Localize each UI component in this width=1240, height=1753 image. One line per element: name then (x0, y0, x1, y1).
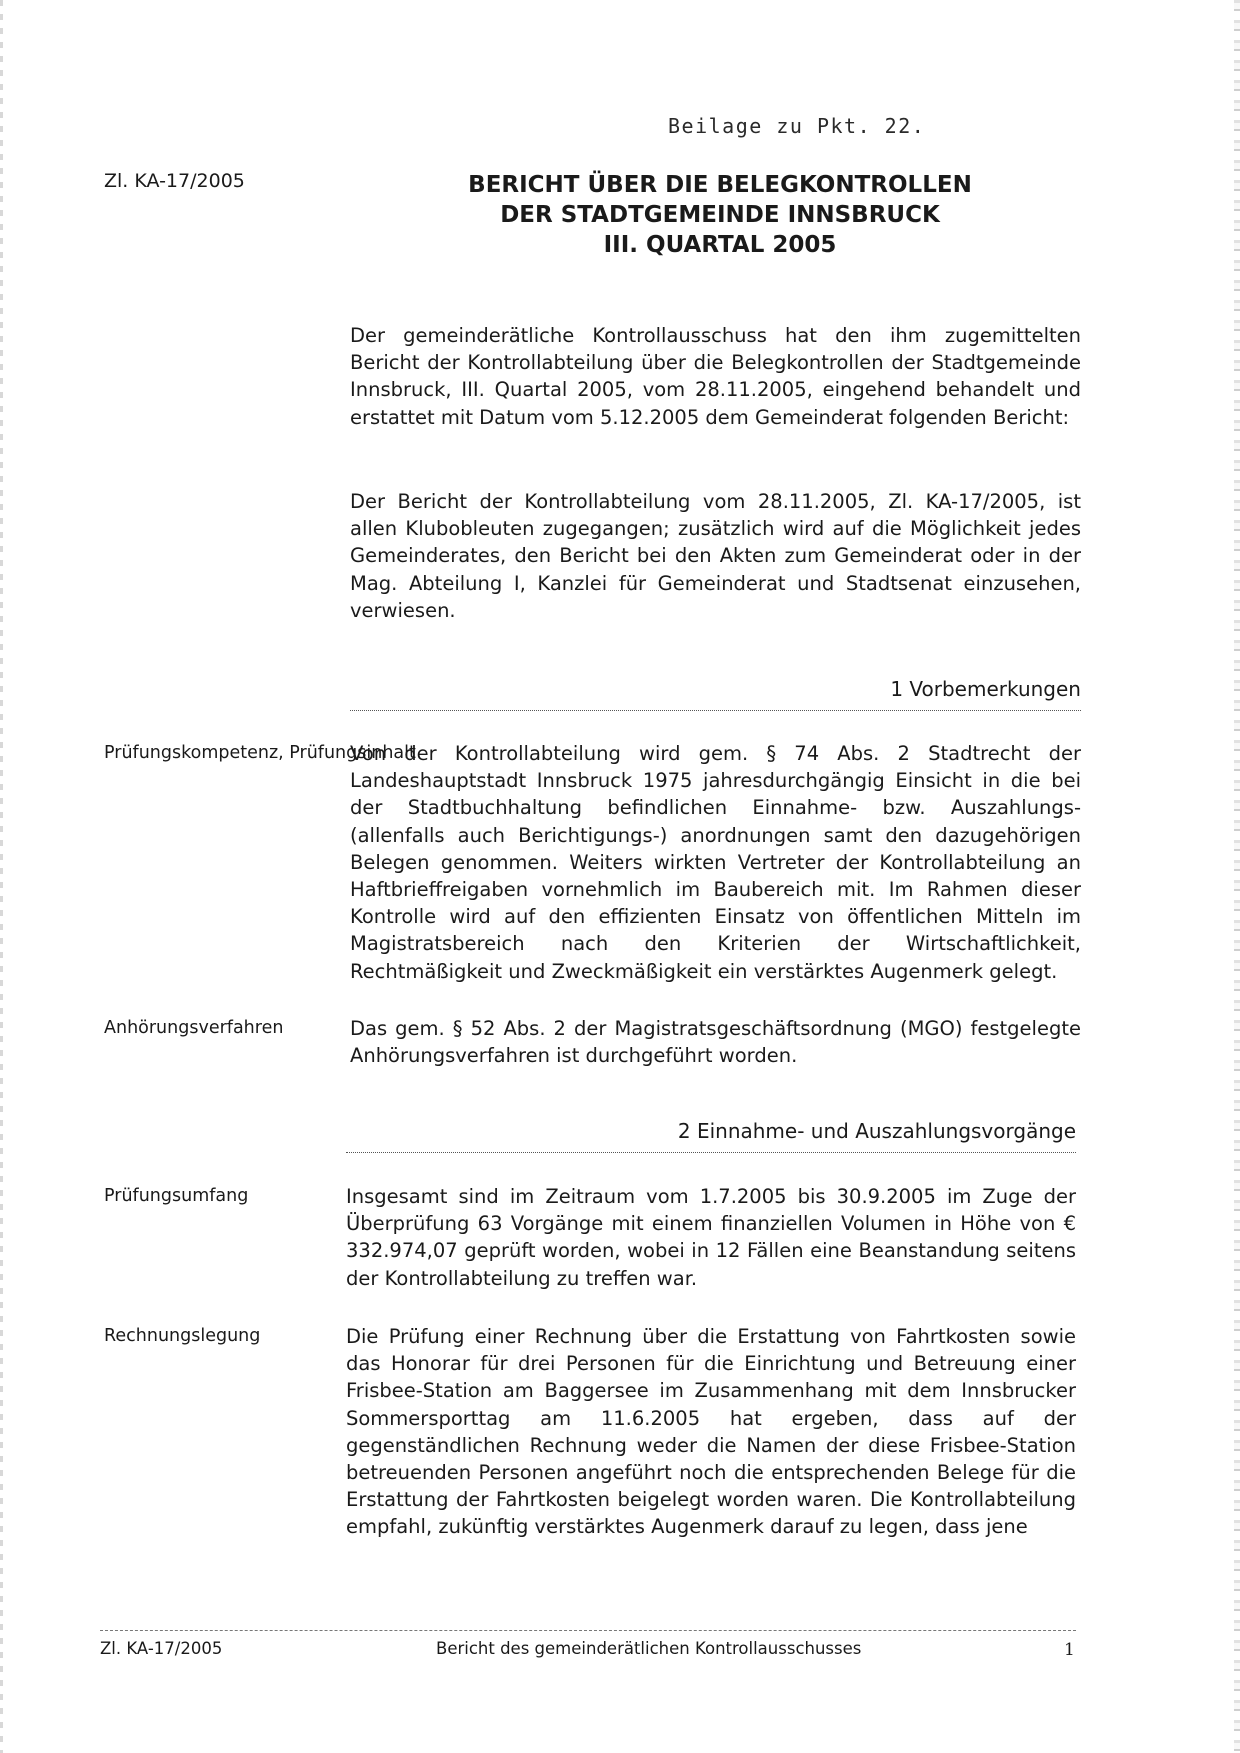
margin-note: Prüfungskompetenz, Prüfungsinhalt (104, 743, 416, 763)
paragraph-anhoerungsverfahren: Das gem. § 52 Abs. 2 der Magistratsgeschäftsordnung (MGO) festgelegte Anhörungsverfahren ist durchgeführt worden. (350, 1017, 1081, 1068)
section-heading-vorbemerkungen (350, 672, 1081, 711)
title-line: III. QUARTAL 2005 (603, 232, 837, 258)
page-number: 1 (1064, 1640, 1075, 1660)
margin-note: Prüfungsumfang (104, 1186, 249, 1206)
report-title (420, 170, 1020, 260)
margin-note: Rechnungslegung (104, 1326, 261, 1346)
footer-title: Bericht des gemeinderätlichen Kontrollausschusses (436, 1639, 862, 1658)
title-line: DER STADTGEMEINDE INNSBRUCK (500, 202, 940, 228)
section-heading-text: 1 Vorbemerkungen (890, 677, 1081, 701)
section-heading-einnahme-auszahlung (346, 1114, 1076, 1153)
attachment-stamp: Beilage zu Pkt. 22. (668, 114, 926, 138)
section-heading-text: 2 Einnahme- und Auszahlungsvorgänge (677, 1119, 1076, 1143)
intro-paragraph: Der Bericht der Kontrollabteilung vom 28.11.2005, Zl. KA-17/2005, ist allen Klubobleuten zugegangen; zusätzlich wird auf die Möglichkeit jedes Gemeinderates, den Bericht bei den Akten zum Gemeinderat oder in der Mag. Abteilung I, Kanzlei für Gemeinderat und Stadtsenat einzusehen, verwiesen. (350, 490, 1081, 622)
paragraph-pruefungskompetenz: Von der Kontrollabteilung wird gem. § 74 Abs. 2 Stadtrecht der Landeshauptstadt Innsbruck 1975 jahresdurchgängig Einsicht in die bei der Stadtbuchhaltung befindlichen Einnahme- bzw. Auszahlungs- (allenfalls auch Berichtigungs-) anordnungen samt den dazugehörigen Belegen genommen. Weiters wirkten Vertreter der Kontrollabteilung an Haftbrieffreigaben vornehmlich im Baubereich mit. Im Rahmen dieser Kontrolle wird auf den effizienten Einsatz von öffentlichen Mitteln im Magistratsbereich nach den Kriterien der Wirtschaftlichkeit, Rechtmäßigkeit und Zweckmäßigkeit ein verstärktes Augenmerk gelegt. (350, 742, 1081, 983)
paragraph-rechnungslegung: Die Prüfung einer Rechnung über die Erstattung von Fahrtkosten sowie das Honorar für drei Personen für die Einrichtung und Betreuung einer Frisbee-Station am Baggersee im Zusammenhang mit dem Innsbrucker Sommersporttag am 11.6.2005 hat ergeben, dass auf der gegenständlichen Rechnung weder die Namen der diese Frisbee-Station betreuenden Personen angeführt noch die entsprechenden Belege für die Erstattung der Fahrtkosten beigelegt worden waren. Die Kontrollabteilung empfahl, zukünftig verstärktes Augenmerk darauf zu legen, dass jene (346, 1325, 1076, 1539)
footer-reference: Zl. KA-17/2005 (100, 1639, 223, 1658)
reference-number: Zl. KA-17/2005 (104, 170, 245, 192)
footer-divider (100, 1630, 1076, 1631)
scan-edge-left (0, 0, 3, 1753)
title-line: BERICHT ÜBER DIE BELEGKONTROLLEN (468, 172, 972, 198)
scan-edge-right (1234, 0, 1240, 1753)
margin-note: Anhörungsverfahren (104, 1018, 284, 1038)
paragraph-pruefungsumfang: Insgesamt sind im Zeitraum vom 1.7.2005 bis 30.9.2005 im Zuge der Überprüfung 63 Vorgänge mit einem finanziellen Volumen in Höhe von € 332.974,07 geprüft worden, wobei in 12 Fällen eine Beanstandung seitens der Kontrollabteilung zu treffen war. (346, 1185, 1076, 1290)
intro-paragraph: Der gemeinderätliche Kontrollausschuss hat den ihm zugemittelten Bericht der Kontrollabteilung über die Belegkontrollen der Stadtgemeinde Innsbruck, III. Quartal 2005, vom 28.11.2005, eingehend behandelt und erstattet mit Datum vom 5.12.2005 dem Gemeinderat folgenden Bericht: (350, 324, 1081, 429)
